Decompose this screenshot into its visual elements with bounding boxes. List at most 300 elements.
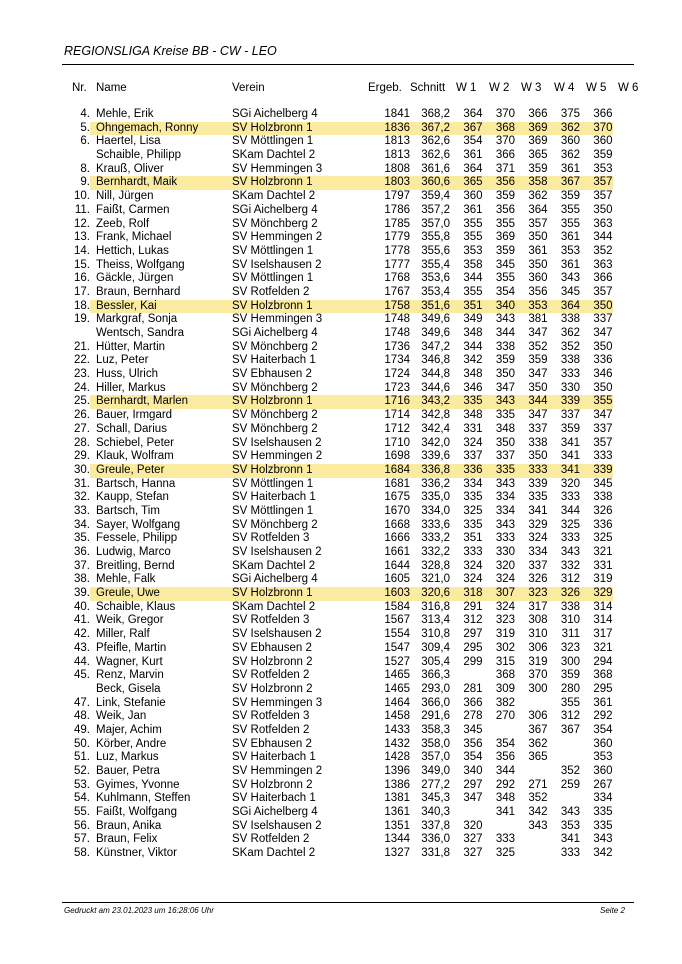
round4-cell: 367 — [560, 723, 580, 736]
round2-cell: 371 — [495, 162, 515, 175]
round5-cell: 335 — [593, 819, 613, 832]
round4-cell: 341 — [560, 833, 580, 846]
round2-cell: 356 — [495, 203, 515, 216]
rank-cell: 21. — [74, 340, 90, 353]
round3-cell: 356 — [528, 285, 548, 298]
rank-cell — [62, 149, 90, 163]
rank-cell: 51. — [74, 751, 90, 764]
name-cell: Renz, Marvin — [96, 669, 164, 682]
round5-cell: 354 — [593, 723, 613, 736]
col-header-ergeb: Ergeb. — [368, 82, 402, 94]
round4-cell: 333 — [560, 532, 580, 545]
round4-cell: 359 — [560, 669, 580, 682]
club-cell: SV Ebhausen 2 — [232, 641, 312, 654]
round4-cell: 355 — [560, 217, 580, 230]
round5-cell: 357 — [593, 285, 613, 298]
round3-cell: 350 — [528, 258, 548, 271]
round4-cell — [548, 738, 581, 752]
name-cell: Breitling, Bernd — [96, 559, 175, 572]
round4-cell: 343 — [560, 272, 580, 285]
rank-cell: 40. — [74, 600, 90, 613]
round1-cell: 356 — [463, 737, 483, 750]
round5-cell: 334 — [593, 792, 613, 805]
round1-cell: 324 — [463, 559, 483, 572]
table-row — [62, 450, 645, 464]
round6-cell — [613, 779, 645, 793]
round3-cell: 369 — [528, 135, 548, 148]
average-cell: 293,0 — [421, 682, 450, 695]
total-cell: 1716 — [362, 395, 410, 409]
table-row — [62, 176, 645, 190]
round2-cell: 366 — [495, 149, 515, 162]
round6-cell — [613, 478, 645, 492]
total-cell: 1797 — [384, 190, 410, 203]
round2-cell: 354 — [495, 737, 515, 750]
round6-cell — [613, 833, 645, 847]
rank-cell: 22. — [74, 354, 90, 367]
top-divider — [62, 64, 634, 65]
club-cell: SV Möttlingen 1 — [232, 244, 314, 257]
round4-cell: 312 — [560, 573, 580, 586]
table-row — [62, 368, 645, 382]
col-header-w3: W 3 — [521, 82, 542, 94]
round2-cell: 334 — [495, 504, 515, 517]
table-row — [62, 587, 645, 601]
round6-cell — [613, 656, 645, 670]
table-row — [62, 218, 645, 232]
name-cell: Haertel, Lisa — [96, 135, 161, 148]
total-cell: 1465 — [384, 682, 410, 695]
round1-cell: 355 — [463, 231, 483, 244]
rank-cell — [62, 683, 90, 697]
round2-cell: 369 — [495, 231, 515, 244]
club-cell: SV Möttlingen 1 — [232, 272, 314, 285]
round1-cell: 335 — [450, 395, 483, 409]
club-cell: SV Mönchberg 2 — [232, 217, 318, 230]
round6-cell — [613, 683, 645, 697]
round2-cell: 335 — [483, 464, 516, 478]
round5-cell: 337 — [593, 422, 613, 435]
total-cell: 1396 — [384, 765, 410, 777]
round5-cell: 331 — [593, 559, 613, 572]
total-cell: 1681 — [384, 477, 410, 490]
round4-cell: 338 — [560, 313, 580, 326]
round6-cell — [613, 519, 645, 533]
round5-cell: 360 — [593, 135, 613, 148]
round4-cell: 259 — [560, 778, 580, 791]
table-row — [62, 669, 645, 683]
round5-cell: 363 — [593, 258, 613, 271]
name-cell: Faißt, Wolfgang — [96, 806, 177, 819]
average-cell: 349,6 — [421, 313, 450, 326]
total-cell: 1779 — [384, 231, 410, 244]
table-row — [62, 765, 645, 779]
round2-cell: 335 — [495, 409, 515, 422]
round4-cell: 353 — [560, 244, 580, 257]
total-cell: 1723 — [384, 381, 410, 394]
round5-cell: 370 — [580, 122, 613, 136]
round1-cell: 364 — [463, 162, 483, 175]
table-row — [62, 231, 645, 245]
round4-cell: 360 — [560, 135, 580, 148]
round4-cell: 341 — [560, 436, 580, 449]
round6-cell — [613, 751, 645, 765]
total-cell: 1668 — [384, 518, 410, 531]
club-cell: SV Iselshausen 2 — [232, 436, 322, 449]
round1-cell: 334 — [463, 477, 483, 490]
rank-cell: 13. — [74, 231, 90, 244]
round4-cell: 323 — [560, 641, 580, 654]
name-cell: Braun, Felix — [96, 833, 158, 846]
club-cell: SV Mönchberg 2 — [232, 381, 318, 394]
club-cell: SV Iselshausen 2 — [232, 819, 322, 832]
name-cell: Ludwig, Marco — [96, 546, 171, 558]
round2-cell: 354 — [495, 285, 515, 298]
round1-cell: 333 — [463, 546, 483, 558]
table-row — [62, 423, 645, 437]
total-cell: 1710 — [384, 436, 410, 449]
rank-cell: 50. — [74, 737, 90, 750]
name-cell: Bernhardt, Maik — [90, 176, 232, 190]
table-row — [62, 656, 645, 670]
round5-cell: 342 — [593, 847, 613, 860]
average-cell: 357,0 — [421, 751, 450, 764]
name-cell: Hiller, Markus — [96, 381, 166, 394]
col-header-w5: W 5 — [586, 82, 607, 94]
rank-cell: 12. — [74, 217, 90, 230]
club-cell: SV Holzbronn 1 — [232, 300, 362, 314]
col-header-nr: Nr. — [72, 82, 87, 94]
round1-cell: 278 — [463, 710, 483, 723]
round3-cell: 342 — [528, 806, 548, 819]
round3-cell: 360 — [528, 272, 548, 285]
round1-cell: 355 — [463, 217, 483, 230]
round6-cell — [613, 163, 645, 177]
round4-cell: 362 — [560, 149, 580, 162]
total-cell: 1386 — [384, 778, 410, 791]
rank-cell: 54. — [74, 792, 90, 805]
round4-cell: 280 — [560, 682, 580, 695]
name-cell: Greule, Uwe — [90, 587, 232, 601]
table-row — [62, 478, 645, 492]
total-cell: 1644 — [384, 559, 410, 572]
round5-cell: 267 — [593, 778, 613, 791]
round6-cell — [613, 300, 645, 314]
round1-cell: 295 — [463, 641, 483, 654]
average-cell: 321,0 — [421, 573, 450, 586]
table-row — [62, 313, 645, 327]
name-cell: Bartsch, Tim — [96, 504, 160, 517]
round2-cell: 359 — [495, 244, 515, 257]
table-row — [62, 122, 645, 136]
round1-cell: 331 — [463, 422, 483, 435]
round5-cell: 368 — [593, 669, 613, 682]
rank-cell: 28. — [74, 436, 90, 449]
name-cell: Weik, Jan — [96, 710, 147, 723]
round3-cell: 366 — [528, 108, 548, 120]
name-cell: Sayer, Wolfgang — [96, 518, 181, 531]
round6-cell — [613, 587, 645, 601]
round4-cell: 367 — [548, 176, 581, 190]
round1-cell: 336 — [450, 464, 483, 478]
table-row — [62, 751, 645, 765]
round5-cell: 336 — [593, 354, 613, 367]
table-row — [62, 286, 645, 300]
rank-cell: 57. — [74, 833, 90, 846]
round5-cell: 321 — [593, 641, 613, 654]
round5-cell: 325 — [593, 532, 613, 545]
average-cell: 332,2 — [421, 546, 450, 558]
name-cell: Gäckle, Jürgen — [96, 272, 174, 285]
round1-cell: 344 — [463, 340, 483, 353]
round5-cell: 314 — [593, 600, 613, 613]
average-cell: 337,8 — [421, 819, 450, 832]
print-timestamp: Gedruckt am 23.01.2023 um 16:28:06 Uhr — [64, 906, 214, 915]
round2-cell: 368 — [483, 122, 516, 136]
round3-cell: 333 — [515, 464, 548, 478]
round3-cell: 365 — [528, 751, 548, 764]
average-cell: 351,6 — [410, 300, 450, 314]
club-cell: SGi Aichelberg 4 — [232, 108, 318, 120]
round3-cell: 353 — [515, 300, 548, 314]
name-cell: Bauer, Petra — [96, 765, 160, 777]
average-cell: 277,2 — [421, 778, 450, 791]
round1-cell: 312 — [463, 614, 483, 627]
table-row — [62, 792, 645, 806]
table-row — [62, 163, 645, 177]
round4-cell: 343 — [560, 546, 580, 558]
round2-cell: 370 — [495, 135, 515, 148]
round3-cell — [515, 833, 548, 847]
round3-cell: 339 — [528, 477, 548, 490]
round3-cell — [515, 765, 548, 779]
round4-cell: 330 — [560, 381, 580, 394]
total-cell: 1758 — [362, 300, 410, 314]
total-cell: 1736 — [384, 340, 410, 353]
name-cell: Schiebel, Peter — [96, 436, 174, 449]
round2-cell: 324 — [495, 573, 515, 586]
rank-cell: 44. — [74, 655, 90, 668]
round6-cell — [613, 108, 645, 122]
round6-cell — [613, 382, 645, 396]
round6-cell — [613, 327, 645, 341]
table-row — [62, 437, 645, 451]
round4-cell: 325 — [560, 518, 580, 531]
club-cell: SV Iselshausen 2 — [232, 258, 322, 271]
round6-cell — [613, 724, 645, 738]
rank-cell: 53. — [74, 778, 90, 791]
round3-cell: 335 — [528, 491, 548, 504]
round2-cell: 270 — [495, 710, 515, 723]
rank-cell: 25. — [74, 395, 90, 408]
round1-cell: 365 — [450, 176, 483, 190]
round1-cell: 291 — [463, 600, 483, 613]
round2-cell: 307 — [483, 587, 516, 601]
club-cell: SV Holzbronn 2 — [232, 682, 313, 695]
club-cell: SV Iselshausen 2 — [232, 628, 322, 641]
name-cell: Mehle, Falk — [96, 573, 156, 586]
round3-cell: 343 — [528, 819, 548, 832]
name-cell: Pfeifle, Martin — [96, 641, 167, 654]
average-cell: 357,0 — [421, 217, 450, 230]
round1-cell: 358 — [463, 258, 483, 271]
club-cell: SV Hemmingen 2 — [232, 450, 323, 463]
rank-cell: 48. — [74, 710, 90, 723]
table-row — [62, 409, 645, 423]
round5-cell: 329 — [580, 587, 613, 601]
rank-cell: 5. — [80, 121, 90, 134]
club-cell: SV Hemmingen 2 — [232, 765, 323, 777]
round2-cell: 382 — [495, 696, 515, 709]
round6-cell — [613, 847, 645, 861]
round6-cell — [613, 218, 645, 232]
table-row — [62, 382, 645, 396]
club-cell: SV Haiterbach 1 — [232, 354, 316, 367]
name-cell: Luz, Peter — [96, 354, 149, 367]
table-row — [62, 820, 645, 834]
table-row — [62, 724, 645, 738]
table-row — [62, 259, 645, 273]
round4-cell: 311 — [561, 628, 580, 641]
name-cell: Greule, Peter — [90, 464, 232, 478]
round6-cell — [613, 122, 645, 136]
average-cell: 328,8 — [421, 559, 450, 572]
average-cell: 342,8 — [421, 409, 450, 422]
total-cell: 1670 — [384, 504, 410, 517]
round3-cell: 337 — [528, 422, 548, 435]
total-cell: 1661 — [384, 546, 410, 558]
total-cell: 1527 — [384, 655, 410, 668]
round4-cell: 364 — [548, 300, 581, 314]
average-cell: 333,2 — [421, 532, 450, 545]
rank-cell: 35. — [74, 532, 90, 545]
round2-cell: 344 — [495, 327, 515, 339]
round4-cell: 337 — [560, 409, 580, 422]
round2-cell: 341 — [495, 806, 515, 819]
round3-cell: 341 — [528, 504, 548, 517]
rank-cell: 6. — [80, 135, 90, 148]
round6-cell — [613, 573, 645, 587]
table-row — [62, 245, 645, 259]
average-cell: 349,6 — [421, 327, 450, 339]
name-cell: Klauk, Wolfram — [96, 450, 174, 463]
table-row — [62, 300, 645, 314]
total-cell: 1724 — [384, 368, 410, 381]
rank-cell: 26. — [74, 409, 90, 422]
round1-cell: 366 — [463, 696, 483, 709]
round1-cell: 345 — [463, 723, 483, 736]
round5-cell: 360 — [593, 765, 613, 777]
club-cell: SGi Aichelberg 4 — [232, 327, 318, 339]
total-cell: 1584 — [384, 600, 410, 613]
round3-cell: 357 — [528, 217, 548, 230]
round2-cell: 343 — [495, 518, 515, 531]
round5-cell: 355 — [580, 395, 613, 409]
round4-cell: 355 — [560, 696, 580, 709]
name-cell: Bauer, Irmgard — [96, 409, 173, 422]
round2-cell: 292 — [495, 778, 515, 791]
rank-cell: 17. — [74, 285, 90, 298]
round3-cell — [515, 847, 548, 861]
round3-cell: 317 — [528, 600, 548, 613]
col-header-verein: Verein — [232, 82, 265, 94]
rank-cell: 16. — [74, 272, 90, 285]
rank-cell: 30. — [74, 463, 90, 476]
name-cell: Gyimes, Yvonne — [96, 778, 180, 791]
round1-cell: 324 — [463, 573, 483, 586]
round2-cell: 355 — [495, 272, 515, 285]
round3-cell: 352 — [528, 792, 548, 805]
round6-cell — [613, 697, 645, 711]
round5-cell: 314 — [593, 614, 613, 627]
club-cell: SV Hemmingen 3 — [232, 162, 323, 175]
round5-cell: 337 — [593, 313, 613, 326]
club-cell: SGi Aichelberg 4 — [232, 806, 318, 819]
total-cell: 1712 — [384, 422, 410, 435]
round2-cell: 343 — [495, 313, 515, 326]
total-cell: 1748 — [384, 313, 410, 326]
round3-cell: 365 — [528, 149, 548, 162]
total-cell: 1666 — [384, 532, 410, 545]
name-cell: Zeeb, Rolf — [96, 217, 150, 230]
name-cell: Majer, Achim — [96, 723, 162, 736]
round3-cell: 326 — [528, 573, 548, 586]
round3-cell: 364 — [528, 203, 548, 216]
average-cell: 344,6 — [421, 381, 450, 394]
round5-cell: 335 — [593, 806, 613, 819]
average-cell: 360,6 — [410, 176, 450, 190]
rank-cell: 10. — [74, 190, 90, 203]
average-cell: 339,6 — [421, 450, 450, 463]
average-cell: 340,3 — [421, 806, 450, 819]
average-cell: 347,2 — [421, 340, 450, 353]
col-header-w1: W 1 — [456, 82, 477, 94]
average-cell: 357,2 — [421, 203, 450, 216]
average-cell: 331,8 — [421, 847, 450, 860]
round1-cell: 297 — [463, 628, 483, 641]
total-cell: 1567 — [384, 614, 410, 627]
name-cell: Miller, Ralf — [96, 628, 150, 641]
round2-cell: 355 — [495, 217, 515, 230]
round6-cell — [613, 820, 645, 834]
total-cell: 1748 — [384, 327, 410, 339]
round4-cell: 359 — [560, 190, 580, 203]
table-row — [62, 697, 645, 711]
table-row — [62, 614, 645, 628]
total-cell: 1698 — [384, 450, 410, 463]
round5-cell: 321 — [593, 546, 613, 558]
club-cell: SV Holzbronn 1 — [232, 176, 362, 190]
round3-cell: 300 — [528, 682, 548, 695]
round2-cell: 356 — [495, 751, 515, 764]
total-cell: 1785 — [384, 217, 410, 230]
club-cell: SV Hemmingen 3 — [232, 313, 323, 326]
name-cell: Link, Stefanie — [96, 696, 166, 709]
club-cell: SV Möttlingen 1 — [232, 477, 314, 490]
round6-cell — [613, 450, 645, 464]
total-cell: 1603 — [362, 587, 410, 601]
name-cell: Bartsch, Hanna — [96, 477, 176, 490]
rank-cell: 58. — [74, 847, 90, 860]
average-cell: 355,4 — [421, 258, 450, 271]
total-cell: 1381 — [384, 792, 410, 805]
round6-cell — [613, 710, 645, 724]
club-cell: SV Möttlingen 1 — [232, 135, 314, 148]
total-cell: 1547 — [384, 641, 410, 654]
page-number: Seite 2 — [600, 906, 625, 915]
rank-cell: 32. — [74, 491, 90, 504]
round4-cell: 333 — [560, 491, 580, 504]
